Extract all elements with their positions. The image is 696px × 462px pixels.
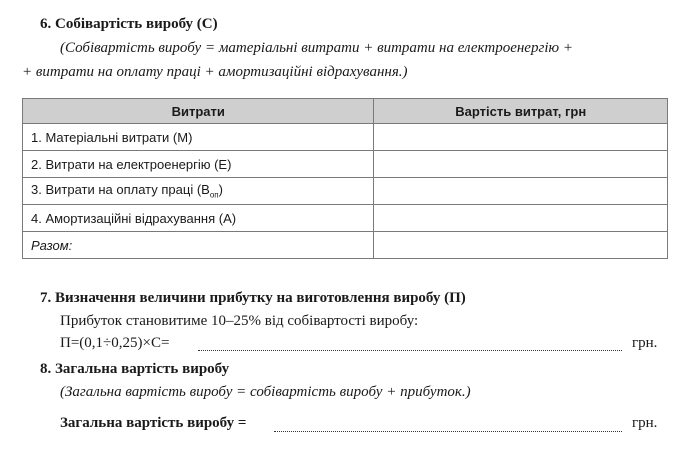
profit-answer-line[interactable] bbox=[198, 350, 622, 351]
row-label-labor-text: 3. Витрати на оплату праці (В bbox=[31, 182, 210, 198]
row-value-electricity[interactable] bbox=[374, 151, 668, 178]
table-row bbox=[23, 205, 668, 232]
section-8-unit: грн. bbox=[632, 415, 658, 431]
row-label-labor-sub: оп bbox=[209, 190, 219, 200]
section-6-formula-line-1: (Собівартість виробу = матеріальні витрати + витрати на електроенергію + bbox=[60, 40, 573, 56]
table-header-row bbox=[23, 99, 668, 124]
table-row bbox=[23, 178, 668, 205]
section-7-unit: грн. bbox=[632, 335, 658, 351]
row-label-material: 1. Матеріальні витрати (М) bbox=[23, 124, 374, 151]
header-cost: Вартість витрат, грн bbox=[374, 99, 668, 124]
row-value-labor[interactable] bbox=[374, 178, 668, 205]
row-value-depreciation[interactable] bbox=[374, 205, 668, 232]
section-8-formula: (Загальна вартість виробу = собівартість виробу + прибуток.) bbox=[60, 384, 471, 400]
row-value-total[interactable] bbox=[374, 232, 668, 259]
cost-table bbox=[22, 98, 668, 259]
row-label-depreciation: 4. Амортизаційні відрахування (А) bbox=[23, 205, 374, 232]
section-6-title: 6. Собівартість виробу (С) bbox=[40, 16, 218, 32]
table-row bbox=[23, 151, 668, 178]
row-label-labor bbox=[23, 178, 374, 205]
row-label-electricity: 2. Витрати на електроенергію (Е) bbox=[23, 151, 374, 178]
row-value-material[interactable] bbox=[374, 124, 668, 151]
row-label-total: Разом: bbox=[23, 232, 374, 259]
section-6-formula-line-2: + витрати на оплату праці + амортизаційні відрахування.) bbox=[22, 64, 408, 80]
section-7-text: Прибуток становитиме 10–25% від собівартості виробу: bbox=[60, 313, 419, 329]
total-answer-line[interactable] bbox=[274, 431, 622, 432]
table-row bbox=[23, 232, 668, 259]
section-8-label: Загальна вартість виробу = bbox=[60, 415, 247, 431]
section-7-formula: П=(0,1÷0,25)×С= bbox=[60, 335, 170, 351]
header-expenses: Витрати bbox=[23, 99, 374, 124]
table-row bbox=[23, 124, 668, 151]
row-label-labor-after: ) bbox=[218, 182, 223, 198]
section-8-title: 8. Загальна вартість виробу bbox=[40, 361, 230, 377]
section-7-title: 7. Визначення величини прибутку на виготовлення виробу (П) bbox=[40, 290, 466, 306]
